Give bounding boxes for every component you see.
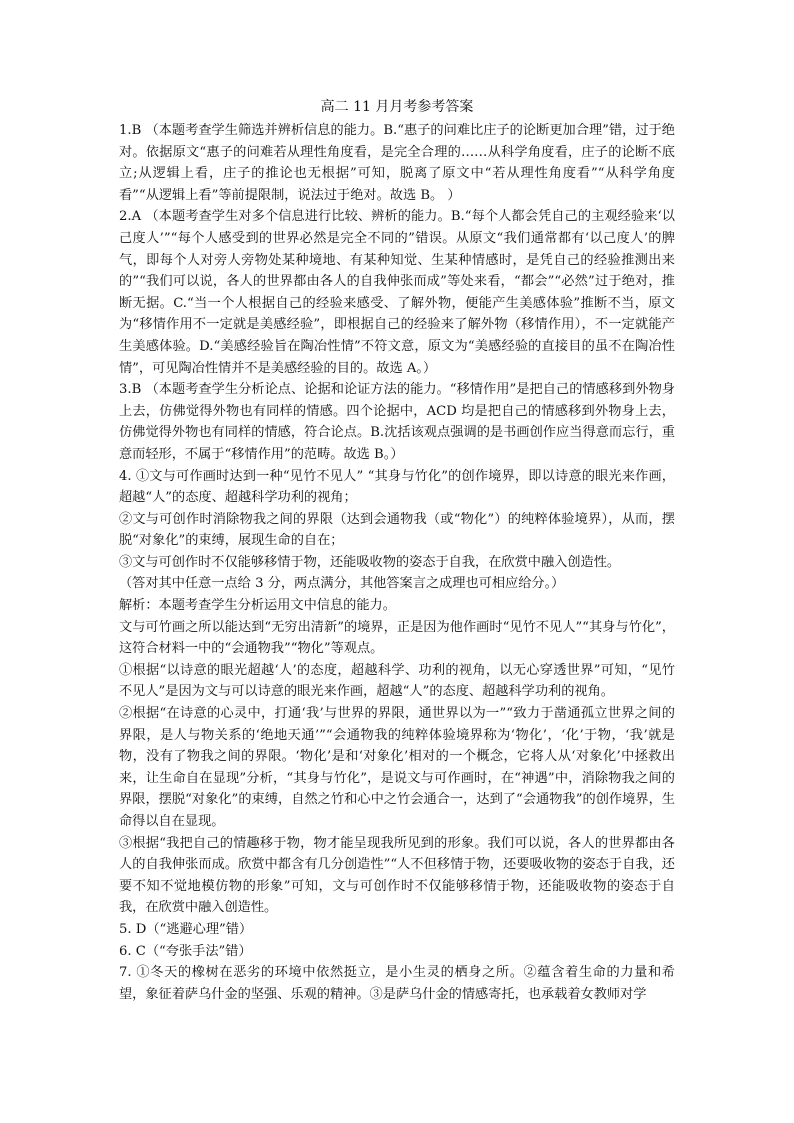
answer-q7: 7. ①冬天的橡树在恶劣的环境中依然挺立，是小生灵的栖身之所。②蕴含着生命的力量和希望，象征着萨乌什金的坚强、乐观的精神。③是萨乌什金的情感寄托，也承载着女教师对学 <box>119 965 675 1002</box>
page-title: 高二 11 月月考参考答案 <box>320 99 474 115</box>
analysis-point2: ②根据“在诗意的心灵中，打通‘我’与世界的界限，通世界以为一”“致力于凿通孤立世界之间的界限，是人与物关系的‘绝地天通’”“会通物我的纯粹体验境界称为‘物化’，‘化’于物，‘我’就是物，没有了物我之间的界限。‘物化’是和‘对象化’相对的一个概念，它将人从‘对象化’中拯救出来，让生命自在显现”分析，“其身与竹化”，是说文与可作画时，在“神遇”中，消除物我之间的界限，摆脱“对象化”的束缚，自然之竹和心中之竹会通合一，达到了“会通物我”的创作境界，生命得以自在显现。 <box>119 706 675 829</box>
answer-q5: 5. D（“逃避心理”错） <box>119 921 253 937</box>
analysis-heading: 解析：本题考查学生分析运用文中信息的能力。 <box>119 598 396 614</box>
analysis-point3: ③根据“我把自己的情趣移于物，物才能呈现我所见到的形象。我们可以说，各人的世界都由各人的自我伸张而成。欣赏中都含有几分创造性”“人不但移情于物，还要吸收物的姿态于自我，还要不知不觉地模仿物的形象”可知，文与可创作时不仅能够移情于物，还能吸收物的姿态于自我，在欣赏中融入创造性。 <box>119 835 675 916</box>
answer-q2: 2.A （本题考查学生对多个信息进行比较、辨析的能力。B.“每个人都会凭自己的主观经验来‘以己度人’”“每个人感受到的世界必然是完全不同的”错误。从原文“我们通常都有‘以己度人’的脾气，即每个人对旁人旁物处某种境地、有某种知觉、生某种情感时，是凭自己的经验推测出来的”“我们可以说，各人的世界都由各人的自我伸张而成”等处来看，“都会”“必然”过于绝对，推断无据。C.“当一个人根据自己的经验来感受、了解外物，便能产生美感体验”推断不当，原文为“移情作用不一定就是美感经验”，即根据自己的经验来了解外物（移情作用），不一定就能产生美感体验。D.“美感经验旨在陶冶性情”不符文意，原文为“美感经验的直接目的虽不在陶冶性情”，可见陶冶性情并不是美感经验的目的。故选 A。） <box>119 209 675 376</box>
answer-q1: 1.B （本题考查学生筛选并辨析信息的能力。B.“惠子的问难比庄子的论断更加合理”错，过于绝对。依据原文“惠子的问难若从理性角度看，是完全合理的……从科学角度看，庄子的论断不底立;从逻辑上看，庄子的推论也无根据”可知，脱离了原文中“若从理性角度看”“从科学角度看”“从逻辑上看”等前提限制，说法过于绝对。故选 B。 ） <box>119 123 675 203</box>
answer-q4-point2: ②文与可创作时消除物我之间的界限（达到会通物我（或“物化”）的纯粹体验境界），从而，摆脱“对象化”的束缚，展现生命的自在； <box>119 511 675 549</box>
answer-q6: 6. C（“夸张手法”错） <box>119 943 252 959</box>
answer-q3: 3.B （本题考查学生分析论点、论据和论证方法的能力。“移情作用”是把自己的情感移到外物身上去，仿佛觉得外物也有同样的情感。四个论据中，ACD 均是把自己的情感移到外物身上去，仿佛觉得外物也有同样的情感，符合论点。B.沈括该观点强调的是书画创作应当得意而忘行，重意而轻形，不属于“移情作用”的范畴。故选 B。） <box>119 382 675 462</box>
answer-q4-point3: ③文与可创作时不仅能够移情于物，还能吸收物的姿态于自我，在欣赏中融入创造性。 <box>119 554 621 570</box>
answer-q4-point1: 4. ①文与可作画时达到一种“见竹不见人” “其身与竹化”的创作境界，即以诗意的眼光来作画，超越“人”的态度、超越科学功利的视角； <box>119 468 675 506</box>
answer-document <box>119 96 675 1005</box>
analysis-intro: 文与可竹画之所以能达到“无穷出清新”的境界，正是因为他作画时“见竹不见人”“其身与竹化”，这符合材料一中的“会通物我”“物化”等观点。 <box>119 619 675 657</box>
answer-q4-scoring: （答对其中任意一点给 3 分，两点满分，其他答案言之成理也可相应给分。） <box>119 576 565 592</box>
analysis-point1: ①根据“以诗意的眼光超越‘人’的态度，超越科学、功利的视角，以无心穿透世界”可知，“见竹不见人”是因为文与可以诗意的眼光来作画，超越“人”的态度、超越科学功利的视角。 <box>119 662 675 700</box>
